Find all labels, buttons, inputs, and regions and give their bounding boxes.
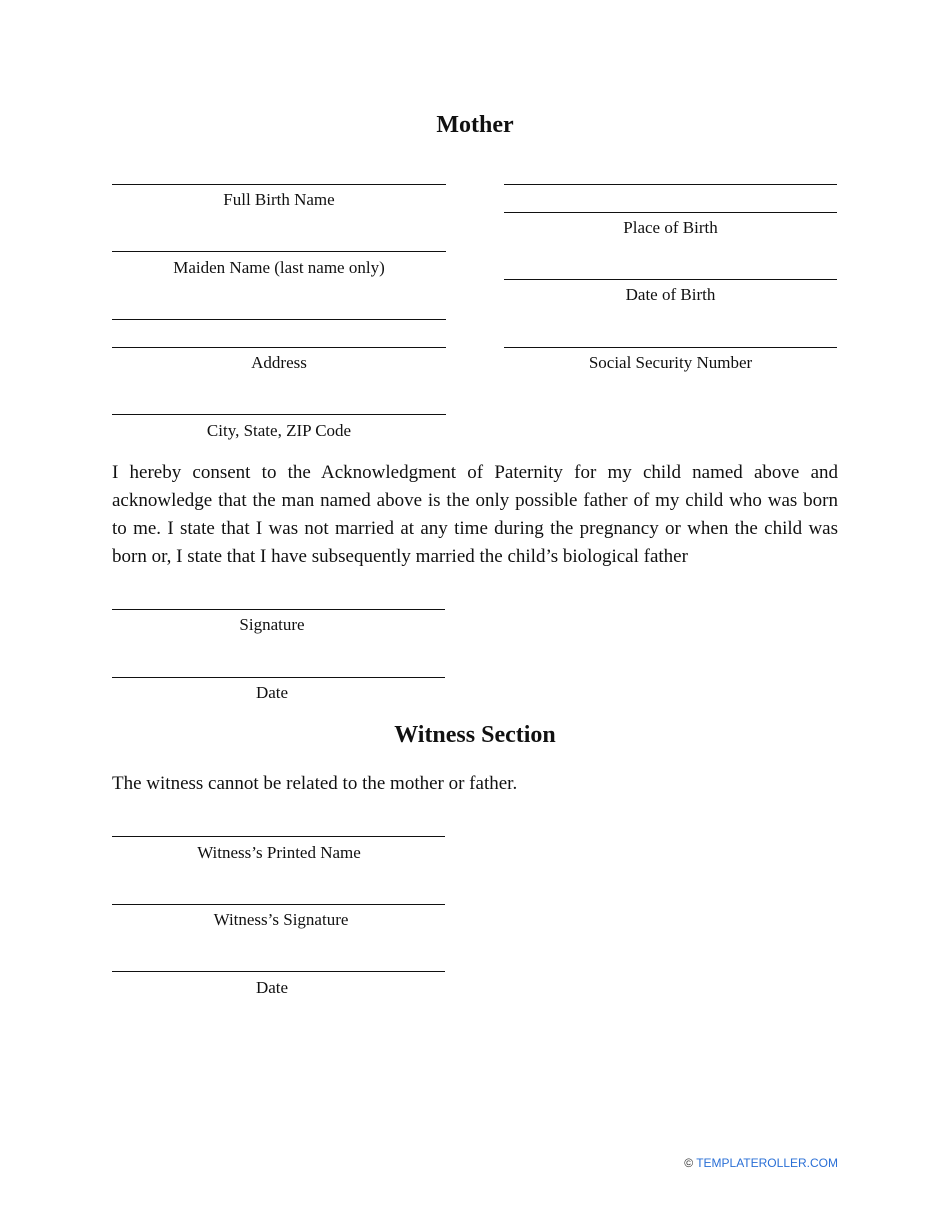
city-state-zip-line[interactable]	[112, 414, 446, 415]
mother-heading: Mother	[436, 112, 514, 138]
ssn-label: Social Security Number	[588, 353, 753, 372]
mother-date-line[interactable]	[112, 677, 445, 678]
maiden-name-line[interactable]	[112, 251, 446, 252]
full-birth-name-line[interactable]	[112, 184, 446, 185]
mother-date-label: Date	[255, 683, 289, 702]
ssn-line[interactable]	[504, 347, 837, 348]
mother-signature-label: Signature	[239, 615, 305, 634]
place-of-birth-label: Place of Birth	[623, 218, 718, 237]
witness-note: The witness cannot be related to the mother or father.	[112, 773, 518, 794]
date-of-birth-line[interactable]	[504, 279, 837, 280]
witness-signature-label: Witness’s Signature	[213, 910, 349, 929]
footer-credit	[684, 1156, 838, 1170]
witness-signature-line[interactable]	[112, 904, 445, 905]
witness-heading: Witness Section	[394, 722, 556, 748]
witness-date-line[interactable]	[112, 971, 445, 972]
address-line-2[interactable]	[112, 347, 446, 348]
address-line-1[interactable]	[112, 319, 446, 320]
copyright-symbol: ©	[684, 1156, 694, 1170]
date-of-birth-label: Date of Birth	[625, 285, 716, 304]
witness-printed-name-label: Witness’s Printed Name	[197, 843, 361, 862]
place-of-birth-line-2[interactable]	[504, 212, 837, 213]
mother-signature-line[interactable]	[112, 609, 445, 610]
witness-date-label: Date	[255, 978, 289, 997]
templateroller-link[interactable]: TEMPLATEROLLER.COM	[696, 1156, 838, 1170]
place-of-birth-line-1[interactable]	[504, 184, 837, 185]
consent-paragraph: I hereby consent to the Acknowledgment of Paternity for my child named above and acknowledge that the man named above is the only possible father of my child who was born to me. I state that I was not married at any time during the pregnancy or when the child was born or, I state that I have subsequently married the child’s biological father	[112, 462, 838, 567]
full-birth-name-label: Full Birth Name	[223, 190, 335, 209]
address-label: Address	[251, 353, 307, 372]
maiden-name-label: Maiden Name (last name only)	[173, 258, 385, 277]
city-state-zip-label: City, State, ZIP Code	[206, 421, 352, 440]
witness-printed-name-line[interactable]	[112, 836, 445, 837]
